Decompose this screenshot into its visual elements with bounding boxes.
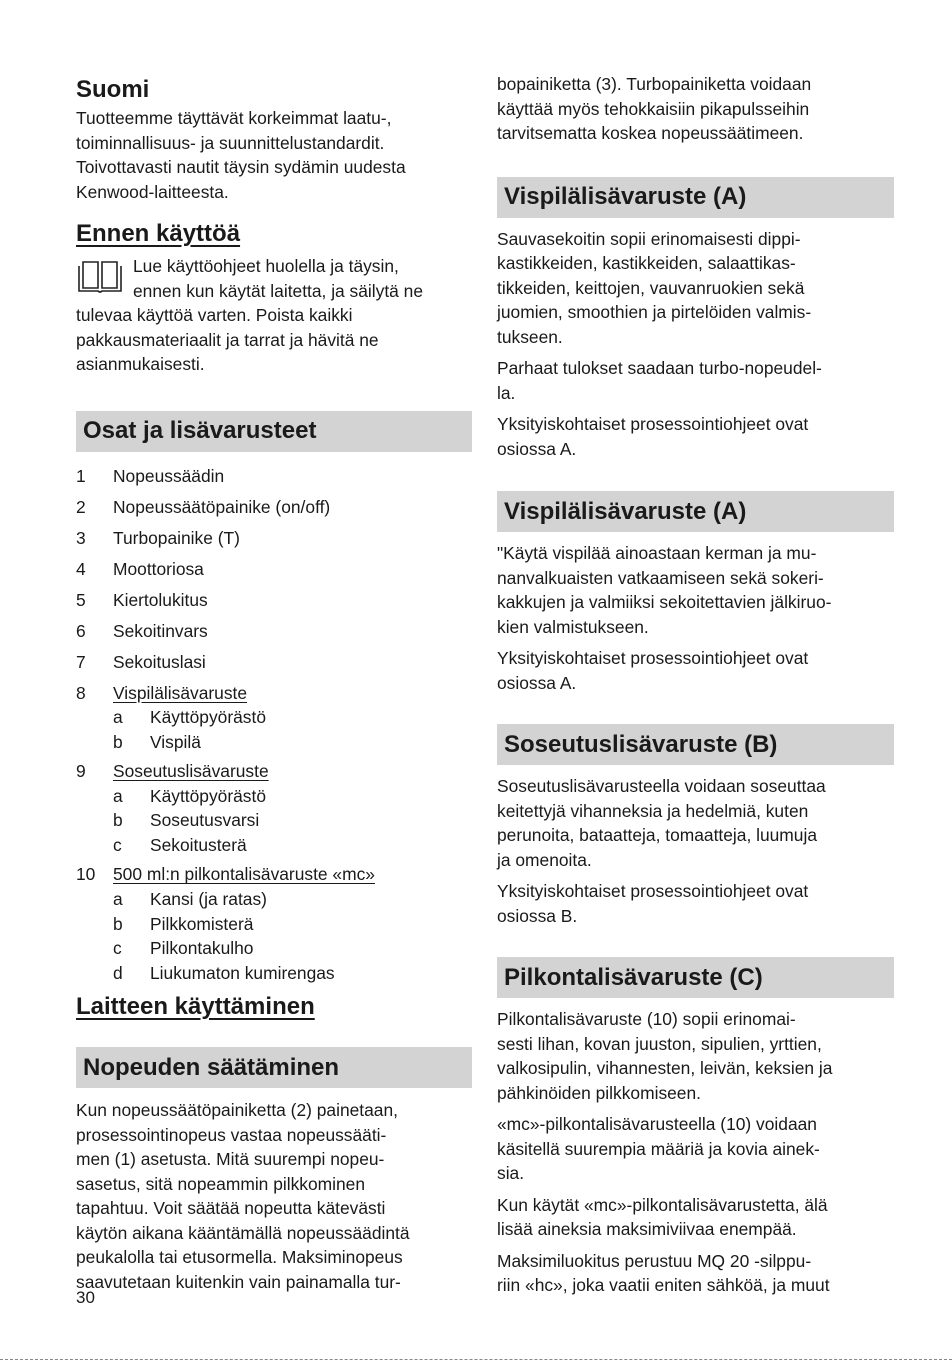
part-body xyxy=(113,759,269,857)
part-body xyxy=(113,557,204,582)
text-line: Tuotteemme täyttävät korkeimmat laatu-, xyxy=(76,108,392,128)
text-line: asianmukaisesti. xyxy=(76,354,205,374)
chopper-paragraph-1 xyxy=(497,1007,894,1105)
part-label: Nopeussäädin xyxy=(113,465,225,486)
text-line: peukalolla tai etusormella. Maksiminopeus xyxy=(76,1247,403,1268)
part-number: 4 xyxy=(76,558,86,579)
part-subitem xyxy=(113,784,269,809)
part-number: 7 xyxy=(76,651,86,672)
puree-paragraph-1 xyxy=(497,774,894,872)
subitem-letter: c xyxy=(113,834,122,855)
part-sublist xyxy=(113,784,269,858)
text-line: kakkujen ja valmiiksi sekoitettavien jälkiruo- xyxy=(497,592,832,612)
right-column xyxy=(497,70,894,1298)
subitem-label: Liukumaton kumirengas xyxy=(150,962,335,983)
text-line: tukseen. xyxy=(497,326,563,347)
before-use-paragraph xyxy=(76,303,472,377)
subitem-letter: d xyxy=(113,962,123,983)
subitem-letter: a xyxy=(113,707,123,727)
part-item xyxy=(76,619,472,644)
chopper-attachment-title: Pilkontalisävaruste (C) xyxy=(497,957,894,998)
text-line: Kun nopeussäätöpainiketta (2) painetaan, xyxy=(76,1100,398,1121)
text-line: Maksimiluokitus perustuu MQ 20 -silppu- xyxy=(497,1250,812,1271)
part-body xyxy=(113,862,375,985)
manual-note-first-lines xyxy=(133,254,423,303)
speed-paragraph xyxy=(76,1098,472,1294)
part-label: Sekoitinvars xyxy=(113,620,208,641)
text-line: men (1) asetusta. Mitä suurempi nopeu- xyxy=(76,1149,385,1170)
part-subitem xyxy=(113,808,269,833)
text-line: tulevaa käyttöä varten. Poista kaikki xyxy=(76,305,353,325)
part-body xyxy=(113,588,208,613)
language-title: Suomi xyxy=(76,76,150,103)
subitem-label: Soseutusvarsi xyxy=(150,810,260,831)
part-number: 1 xyxy=(76,465,86,486)
text-line: Sauvasekoitin sopii erinomaisesti dippi- xyxy=(497,228,801,249)
page-number: 30 xyxy=(76,1288,95,1307)
text-line: bopainiketta (3). Turbopainiketta voidaan xyxy=(497,74,812,94)
part-label: Soseutuslisävaruste xyxy=(113,761,269,782)
part-item xyxy=(76,557,472,582)
left-column xyxy=(76,70,472,1294)
text-line: "Käytä vispilää ainoastaan kerman ja mu- xyxy=(497,543,817,563)
part-body xyxy=(113,650,206,675)
part-label: Kiertolukitus xyxy=(113,589,208,610)
text-line: saavutetaan kuitenkin vain painamalla tur- xyxy=(76,1271,401,1292)
text-line: sasetus, sitä nopeammin pilkkominen xyxy=(76,1173,366,1194)
subitem-label: Käyttöpyörästö xyxy=(150,707,267,727)
text-line: käsitellä suurempia määriä ja kovia ainek- xyxy=(497,1138,820,1159)
intro-paragraph xyxy=(76,106,472,204)
text-line: Soseutuslisävarusteella voidaan soseuttaa xyxy=(497,776,826,796)
text-line: ennen kun käytät laitetta, ja säilytä ne xyxy=(133,280,424,301)
part-item xyxy=(76,464,472,489)
text-line: Kun käytät «mc»-pilkontalisävarustetta, älä xyxy=(497,1194,828,1215)
text-line: osiossa A. xyxy=(497,438,577,459)
subitem-label: Pilkkomisterä xyxy=(150,913,254,934)
whisk-paragraph-3 xyxy=(497,412,894,461)
puree-attachment-title: Soseutuslisävaruste (B) xyxy=(497,724,894,765)
part-subitem xyxy=(113,912,375,937)
whisk-attachment-title-2: Vispilälisävaruste (A) xyxy=(497,491,894,532)
part-body xyxy=(113,681,266,755)
subitem-label: Pilkontakulho xyxy=(150,938,254,959)
part-body xyxy=(113,495,330,520)
text-line: tarvitsematta koskea nopeussäätimeen. xyxy=(497,123,804,143)
text-line: Toivottavasti nautit täysin sydämin uudesta xyxy=(76,157,406,177)
subitem-label: Vispilä xyxy=(150,731,201,752)
puree-paragraph-2 xyxy=(497,879,894,928)
manual-book-icon xyxy=(76,258,124,296)
continued-paragraph xyxy=(497,72,894,146)
chopper-paragraph-3 xyxy=(497,1193,894,1242)
text-line: valkosipulin, vihannesten, leivän, keksien ja xyxy=(497,1058,833,1078)
part-body xyxy=(113,619,208,644)
part-number: 9 xyxy=(76,761,86,782)
subitem-label: Sekoitusterä xyxy=(150,834,247,855)
text-line: pähkinöiden pilkkomiseen. xyxy=(497,1082,701,1103)
part-label: Turbopainike (T) xyxy=(113,527,240,548)
part-number: 5 xyxy=(76,589,86,610)
speed-title: Nopeuden säätäminen xyxy=(76,1047,472,1088)
text-line: sia. xyxy=(497,1163,525,1183)
text-line: riin «hc», joka vaatii eniten sähköä, ja muut xyxy=(497,1275,830,1295)
text-line: prosessointinopeus vastaa nopeussääti- xyxy=(76,1124,387,1145)
text-line: lisää aineksia maksimiviivaa enempää. xyxy=(497,1219,797,1239)
part-item xyxy=(76,862,472,985)
part-item xyxy=(76,526,472,551)
text-line: kien valmistukseen. xyxy=(497,616,649,637)
part-number: 3 xyxy=(76,527,86,548)
text-line: «mc»-pilkontalisävarusteella (10) voidaan xyxy=(497,1114,817,1134)
part-item xyxy=(76,650,472,675)
text-line: Kenwood-laitteesta. xyxy=(76,181,229,202)
part-item xyxy=(76,681,472,755)
part-label: Sekoituslasi xyxy=(113,651,206,672)
parts-list xyxy=(76,464,472,986)
subitem-label: Käyttöpyörästö xyxy=(150,785,267,806)
chopper-paragraph-2 xyxy=(497,1112,894,1186)
text-line: Pilkontalisävaruste (10) sopii erinomai- xyxy=(497,1009,796,1029)
text-line: Lue käyttöohjeet huolella ja täysin, xyxy=(133,256,399,276)
part-subitem xyxy=(113,936,375,961)
text-line: la. xyxy=(497,382,516,403)
manual-note xyxy=(76,254,472,303)
text-line: Yksityiskohtaiset prosessointiohjeet ovat xyxy=(497,648,809,668)
text-line: tapahtuu. Voit säätää nopeutta kätevästi xyxy=(76,1198,386,1219)
part-subitem xyxy=(113,887,375,912)
part-sublist xyxy=(113,887,375,985)
subitem-label: Kansi (ja ratas) xyxy=(150,888,267,909)
part-label: 500 ml:n pilkontalisävaruste «mc» xyxy=(113,864,375,885)
part-sublist xyxy=(113,705,266,754)
text-line: keitettyjä vihanneksia ja hedelmiä, kuten xyxy=(497,800,809,821)
part-subitem xyxy=(113,705,266,730)
subitem-letter: a xyxy=(113,888,123,909)
part-body xyxy=(113,464,224,489)
text-line: ja omenoita. xyxy=(497,849,592,870)
parts-title: Osat ja lisävarusteet xyxy=(76,411,472,452)
text-line: pakkausmateriaalit ja tarrat ja hävitä ne xyxy=(76,329,379,350)
text-line: juomien, smoothien ja pirtelöiden valmis- xyxy=(497,302,812,322)
subitem-letter: b xyxy=(113,731,123,752)
chopper-paragraph-4 xyxy=(497,1249,894,1298)
part-label: Nopeussäätöpainike (on/off) xyxy=(113,496,331,517)
whisk-attachment-title-1: Vispilälisävaruste (A) xyxy=(497,177,894,218)
part-number: 10 xyxy=(76,864,96,885)
part-item xyxy=(76,588,472,613)
part-body xyxy=(113,526,240,551)
text-line: sesti lihan, kovan juuston, sipulien, yrttien, xyxy=(497,1033,822,1054)
text-line: Yksityiskohtaiset prosessointiohjeet ovat xyxy=(497,414,809,434)
whisk-paragraph-1 xyxy=(497,227,894,350)
text-line: osiossa A. xyxy=(497,672,577,693)
part-number: 2 xyxy=(76,496,86,517)
text-line: käytön aikana kääntämällä nopeussäädintä xyxy=(76,1222,410,1243)
text-line: tikkeiden, keittojen, vauvanruokien sekä xyxy=(497,277,805,298)
part-label: Vispilälisävaruste xyxy=(113,682,248,703)
text-line: osiossa B. xyxy=(497,905,578,926)
subitem-letter: b xyxy=(113,810,123,831)
part-subitem xyxy=(113,961,375,986)
text-line: Parhaat tulokset saadaan turbo-nopeudel- xyxy=(497,358,822,378)
part-item xyxy=(76,495,472,520)
part-number: 6 xyxy=(76,620,86,641)
part-subitem xyxy=(113,730,266,755)
text-line: perunoita, bataatteja, tomaatteja, luumuja xyxy=(497,825,818,845)
part-number: 8 xyxy=(76,682,86,703)
whisk2-paragraph-1 xyxy=(497,541,894,639)
part-label: Moottoriosa xyxy=(113,558,204,579)
text-line: toiminnallisuus- ja suunnittelustandardit. xyxy=(76,132,385,153)
text-line: Yksityiskohtaiset prosessointiohjeet ovat xyxy=(497,881,809,901)
part-item xyxy=(76,759,472,857)
subitem-letter: b xyxy=(113,913,123,934)
subitem-letter: c xyxy=(113,938,122,959)
usage-title: Laitteen käyttäminen xyxy=(76,993,315,1021)
before-use-title: Ennen käyttöä xyxy=(76,220,241,247)
part-subitem xyxy=(113,833,269,858)
page-edge-divider xyxy=(0,1359,952,1360)
text-line: kastikkeiden, kastikkeiden, salaattikas- xyxy=(497,253,796,273)
text-line: nanvalkuaisten vatkaamiseen sekä sokeri- xyxy=(497,567,824,588)
whisk-paragraph-2 xyxy=(497,356,894,405)
whisk2-paragraph-2 xyxy=(497,646,894,695)
text-line: käyttää myös tehokkaisiin pikapulsseihin xyxy=(497,98,810,119)
subitem-letter: a xyxy=(113,785,123,806)
